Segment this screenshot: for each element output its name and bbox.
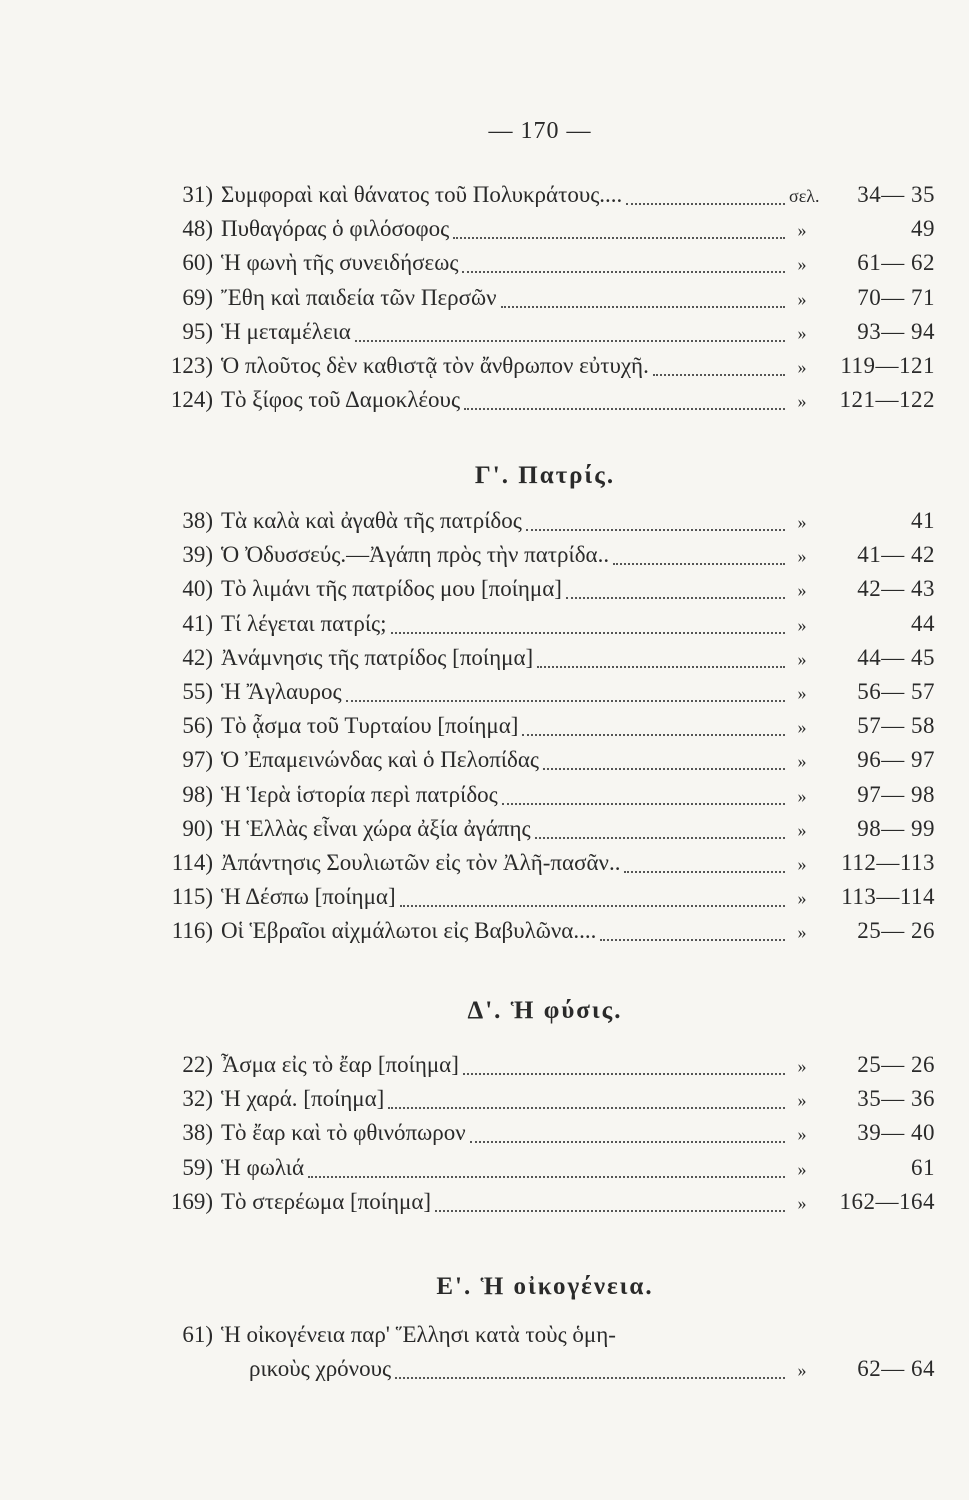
entry-title: Τὸ ξίφος τοῦ Δαμοκλέους bbox=[221, 387, 461, 413]
dot-leader bbox=[462, 271, 785, 273]
dot-leader bbox=[566, 597, 785, 599]
entry-pages: 121—122 bbox=[839, 387, 935, 413]
page-marker: » bbox=[797, 682, 807, 703]
entry-number: 39) bbox=[182, 542, 213, 568]
page-marker: » bbox=[797, 1124, 807, 1145]
page-marker: » bbox=[797, 1192, 807, 1213]
toc-entry bbox=[155, 319, 935, 353]
toc-entry bbox=[155, 285, 935, 319]
toc-entry bbox=[155, 611, 935, 645]
dot-leader bbox=[526, 529, 785, 531]
toc-entry bbox=[155, 747, 935, 781]
toc-entry bbox=[155, 1086, 935, 1120]
entry-number: 22) bbox=[182, 1052, 213, 1077]
entry-number: 38) bbox=[182, 508, 213, 533]
toc-entry bbox=[155, 782, 935, 816]
toc-entry bbox=[155, 850, 935, 884]
entry-title: ρικοὺς χρόνους bbox=[249, 1356, 392, 1382]
toc-entry bbox=[155, 508, 935, 542]
toc-entry bbox=[155, 250, 935, 284]
dot-leader bbox=[464, 408, 785, 410]
entry-number: 32) bbox=[182, 1086, 213, 1112]
page-marker: » bbox=[797, 717, 807, 738]
dot-leader bbox=[626, 203, 785, 205]
entry-title: Ἀπάντησις Σουλιωτῶν εἰς τὸν Ἀλῆ-πασᾶν.. bbox=[221, 849, 621, 875]
section-heading-oikogeneia: Ε'. Ἡ οἰκογένεια. bbox=[436, 1273, 654, 1300]
entry-title: Τί λέγεται πατρίς; bbox=[221, 610, 387, 636]
page-marker: σελ. bbox=[789, 186, 820, 206]
page-marker: » bbox=[797, 254, 807, 275]
entry-title: Ἆσμα εἰς τὸ ἔαρ [ποίημα] bbox=[221, 1052, 459, 1077]
entry-number: 98) bbox=[182, 781, 213, 807]
entry-number: 48) bbox=[182, 216, 213, 242]
page-marker: » bbox=[797, 819, 807, 840]
toc-entry bbox=[155, 216, 935, 250]
entry-number: 56) bbox=[182, 713, 213, 739]
page-marker: » bbox=[797, 922, 807, 943]
dot-leader bbox=[453, 237, 785, 239]
entry-number: 31) bbox=[182, 182, 213, 207]
toc-entry bbox=[155, 884, 935, 918]
toc-entry bbox=[155, 1322, 935, 1356]
page-number: — 170 — bbox=[488, 118, 592, 144]
entry-number: 60) bbox=[182, 250, 213, 276]
entry-number: 61) bbox=[182, 1322, 213, 1347]
entry-title: Ὁ Ἐπαμεινώνδας καὶ ὁ Πελοπίδας bbox=[221, 747, 540, 773]
entry-number: 38) bbox=[182, 1120, 213, 1146]
dot-leader bbox=[600, 939, 785, 941]
dot-leader bbox=[653, 374, 785, 376]
toc-entry bbox=[155, 182, 935, 216]
entry-title: Ἡ Ἱερὰ ἱστορία περὶ πατρίδος bbox=[221, 781, 498, 807]
entry-title: Ἡ μεταμέλεια bbox=[221, 318, 351, 344]
page-marker: » bbox=[797, 546, 807, 567]
section-oikogeneia bbox=[155, 1322, 935, 1390]
entry-number: 114) bbox=[171, 849, 213, 875]
section-heading-patris: Γ'. Πατρίς. bbox=[474, 462, 616, 489]
toc-entry bbox=[155, 387, 935, 421]
entry-number: 42) bbox=[182, 644, 213, 670]
entry-title: Τὸ λιμάνι τῆς πατρίδος μου [ποίημα] bbox=[221, 576, 562, 602]
page-marker: » bbox=[797, 614, 807, 635]
toc-entry bbox=[155, 1189, 935, 1223]
page-marker: » bbox=[797, 853, 807, 874]
entry-title: Ὁ πλοῦτος δὲν καθιστᾷ τὸν ἄνθρωπον εὐτυχῆ. bbox=[221, 352, 649, 378]
section-heading-physis: Δ'. Ἡ φύσις. bbox=[467, 997, 623, 1024]
page-marker: » bbox=[797, 356, 807, 377]
entry-number: 55) bbox=[182, 678, 213, 704]
entry-pages: 25— 26 bbox=[857, 918, 935, 944]
entry-pages: 49 bbox=[911, 216, 935, 242]
toc-entry bbox=[155, 1120, 935, 1154]
page-marker: » bbox=[797, 322, 807, 343]
toc-entry bbox=[155, 1155, 935, 1189]
dot-leader bbox=[543, 768, 785, 770]
entry-title: Ἡ Ἄγλαυρος bbox=[221, 678, 342, 704]
entry-pages: 44— 45 bbox=[857, 644, 935, 670]
entry-pages: 35— 36 bbox=[857, 1086, 935, 1112]
entry-pages: 93— 94 bbox=[857, 318, 935, 344]
entry-number: 95) bbox=[182, 318, 213, 344]
entry-number: 115) bbox=[171, 884, 213, 910]
entry-number: 169) bbox=[170, 1188, 213, 1214]
entry-pages: 39— 40 bbox=[857, 1120, 935, 1146]
section-physis bbox=[155, 1052, 935, 1223]
entry-pages: 119—121 bbox=[840, 352, 935, 378]
entry-pages: 112—113 bbox=[841, 849, 935, 875]
entry-title: Ἡ Δέσπω [ποίημα] bbox=[221, 884, 396, 910]
entry-pages: 41 bbox=[911, 508, 935, 533]
entry-number: 90) bbox=[182, 815, 213, 841]
dot-leader bbox=[470, 1141, 785, 1143]
entry-title: Ἡ οἰκογένεια παρ' Ἕλλησι κατὰ τοὺς ὁμη- bbox=[221, 1322, 616, 1347]
page-marker: » bbox=[797, 888, 807, 909]
entry-title: Ὁ Ὀδυσσεύς.—Ἀγάπη πρὸς τὴν πατρίδα.. bbox=[221, 542, 610, 568]
dot-leader bbox=[502, 803, 785, 805]
entry-number: 97) bbox=[182, 747, 213, 773]
dot-leader bbox=[400, 905, 785, 907]
toc-entry bbox=[155, 542, 935, 576]
entry-pages: 41— 42 bbox=[857, 542, 935, 568]
entry-title: Ἡ χαρά. [ποίημα] bbox=[221, 1086, 385, 1112]
entry-pages: 57— 58 bbox=[857, 713, 935, 739]
entry-title: Ἀνάμνησις τῆς πατρίδος [ποίημα] bbox=[221, 644, 534, 670]
entry-number: 123) bbox=[170, 352, 213, 378]
toc-entry bbox=[155, 576, 935, 610]
entry-title: Τὸ ἔαρ καὶ τὸ φθινόπωρον bbox=[221, 1120, 466, 1146]
page-marker: » bbox=[797, 1158, 807, 1179]
page-marker: » bbox=[797, 391, 807, 412]
entry-pages: 162—164 bbox=[839, 1188, 935, 1214]
entry-pages: 44 bbox=[911, 610, 935, 636]
entry-title: Τὰ καλὰ καὶ ἀγαθὰ τῆς πατρίδος bbox=[221, 508, 522, 533]
page-marker: » bbox=[797, 648, 807, 669]
entry-title: Οἱ Ἑβραῖοι αἰχμάλωτοι εἰς Βαβυλῶνα.... bbox=[221, 918, 597, 944]
page-marker: » bbox=[797, 512, 807, 532]
entry-pages: 61 bbox=[911, 1154, 935, 1180]
page-marker: » bbox=[797, 751, 807, 772]
toc-entry bbox=[155, 1052, 935, 1086]
entry-pages: 70— 71 bbox=[857, 284, 935, 310]
dot-leader bbox=[624, 871, 785, 873]
page-marker: » bbox=[797, 288, 807, 309]
dot-leader bbox=[537, 666, 785, 668]
toc-entry bbox=[155, 353, 935, 387]
entry-number: 59) bbox=[182, 1154, 213, 1180]
section-untitled bbox=[155, 182, 935, 421]
entry-pages: 113—114 bbox=[841, 884, 935, 910]
entry-title: Πυθαγόρας ὁ φιλόσοφος bbox=[221, 216, 450, 242]
dot-leader bbox=[308, 1176, 785, 1178]
entry-title: Συμφοραὶ καὶ θάνατος τοῦ Πολυκράτους.... bbox=[221, 182, 623, 207]
toc-entry bbox=[155, 713, 935, 747]
toc-entry bbox=[155, 1356, 935, 1390]
entry-pages: 42— 43 bbox=[857, 576, 935, 602]
toc-entry bbox=[155, 816, 935, 850]
dot-leader bbox=[346, 700, 785, 702]
page-marker: » bbox=[797, 785, 807, 806]
toc-entry bbox=[155, 679, 935, 713]
entry-number: 41) bbox=[182, 610, 213, 636]
page-marker: » bbox=[797, 1056, 807, 1076]
dot-leader bbox=[355, 340, 785, 342]
dot-leader bbox=[535, 837, 785, 839]
toc-entry bbox=[155, 918, 935, 952]
entry-pages: 25— 26 bbox=[857, 1052, 935, 1077]
dot-leader bbox=[522, 734, 785, 736]
entry-pages: 62— 64 bbox=[857, 1356, 935, 1382]
entry-number: 124) bbox=[170, 387, 213, 413]
dot-leader bbox=[391, 632, 785, 634]
entry-number: 116) bbox=[171, 918, 213, 944]
entry-pages: 98— 99 bbox=[857, 815, 935, 841]
entry-pages: 56— 57 bbox=[857, 678, 935, 704]
dot-leader bbox=[388, 1107, 785, 1109]
entry-title: Ἡ φωνὴ τῆς συνειδήσεως bbox=[221, 250, 459, 276]
dot-leader bbox=[395, 1377, 785, 1379]
dot-leader bbox=[613, 563, 785, 565]
entry-pages: 61— 62 bbox=[857, 250, 935, 276]
entry-title: Ἔθη καὶ παιδεία τῶν Περσῶν bbox=[221, 284, 497, 310]
dot-leader bbox=[501, 306, 785, 308]
dot-leader bbox=[435, 1210, 785, 1212]
entry-title: Τὸ στερέωμα [ποίημα] bbox=[221, 1188, 432, 1214]
toc-entry bbox=[155, 645, 935, 679]
page-marker: » bbox=[797, 1360, 807, 1381]
entry-title: Ἡ Ἑλλὰς εἶναι χώρα ἀξία ἀγάπης bbox=[221, 815, 531, 841]
entry-title: Τὸ ᾆσμα τοῦ Τυρταίου [ποίημα] bbox=[221, 713, 519, 739]
section-patris bbox=[155, 508, 935, 952]
dot-leader bbox=[463, 1073, 785, 1075]
page-marker: » bbox=[797, 580, 807, 601]
page-marker: » bbox=[797, 220, 807, 241]
entry-number: 40) bbox=[182, 576, 213, 602]
entry-title: Ἡ φωλιά bbox=[221, 1154, 305, 1180]
page-marker: » bbox=[797, 1090, 807, 1111]
entry-pages: 96— 97 bbox=[857, 747, 935, 773]
entry-number: 69) bbox=[182, 284, 213, 310]
entry-pages: 34— 35 bbox=[857, 182, 935, 207]
entry-pages: 97— 98 bbox=[857, 781, 935, 807]
